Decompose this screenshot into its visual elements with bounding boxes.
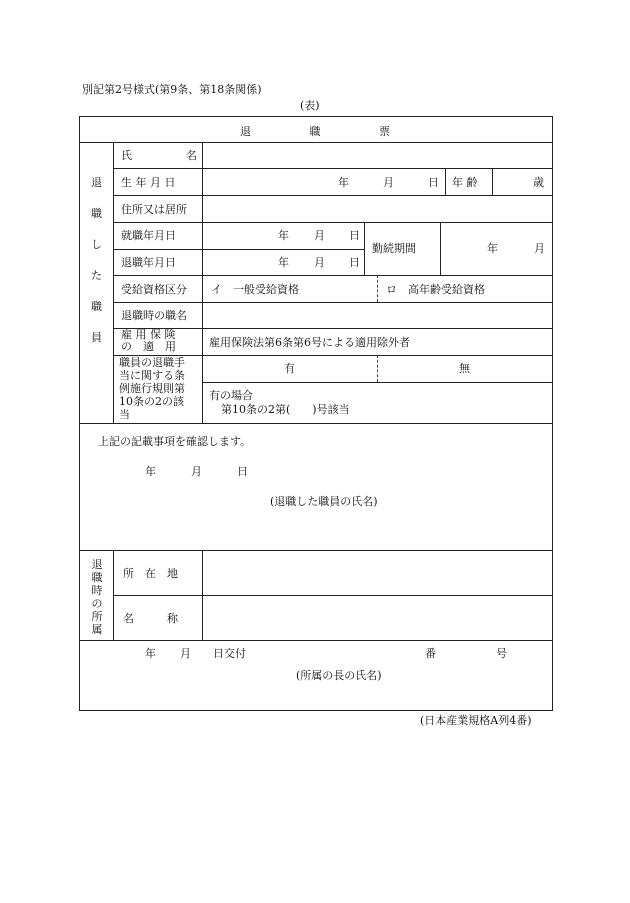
insurance-value: 雇用保険法第6条第6号による適用除外者 [209, 336, 410, 349]
age-unit: 歳 [533, 176, 544, 189]
insurance-label-line1: 雇 用 保 険 [121, 328, 176, 341]
rule-case-line1: 有の場合 [209, 389, 253, 402]
benefit-option-senior[interactable]: ロ 高年齢受給資格 [386, 283, 485, 296]
column-divider [364, 222, 365, 275]
side-label-char: 退 [91, 176, 102, 189]
dashed-divider [377, 275, 378, 302]
employ-date-label: 就職年月日 [121, 229, 176, 242]
form-number-title: 別記第2号様式(第9条、第18条関係) [82, 83, 262, 96]
column-divider [113, 550, 114, 640]
confirm-month-unit: 月 [191, 465, 202, 478]
retire-month-unit: 月 [314, 256, 325, 269]
rule-label-line: 職員の退職手 [119, 356, 185, 369]
issue-date-label: 日交付 [213, 647, 246, 660]
address-field[interactable] [203, 196, 551, 222]
affiliation-name-field[interactable] [203, 596, 551, 640]
rule-label-line: 例施行規則第 [119, 382, 185, 395]
location-field[interactable] [203, 551, 551, 595]
rule-label [119, 356, 185, 421]
employ-day-unit: 日 [349, 229, 360, 242]
insurance-label-line2: の 適 用 [121, 340, 176, 353]
position-label: 退職時の職名 [121, 309, 187, 322]
rule-no-option[interactable]: 無 [459, 362, 470, 375]
side-label-char: 職 [91, 300, 102, 313]
affiliation-side-char: 所 [91, 610, 103, 623]
name-label-1: 氏 [121, 149, 132, 162]
retire-year-unit: 年 [278, 256, 289, 269]
name-field[interactable] [203, 143, 551, 168]
dashed-divider [377, 355, 378, 382]
service-period-label: 勤続期間 [372, 242, 416, 255]
side-label-char: 員 [91, 331, 102, 344]
column-divider [445, 168, 446, 195]
form-title [240, 123, 390, 139]
retire-date-label: 退職年月日 [121, 256, 176, 269]
employee-signature-label: (退職した職員の氏名) [270, 495, 378, 508]
paper-standard-note: (日本産業規格A列4番) [420, 714, 532, 727]
row-divider [113, 168, 552, 169]
rule-label-line: 当に関する条 [119, 369, 185, 382]
form-title-char: 退 [240, 125, 251, 138]
row-divider [113, 328, 552, 329]
confirm-text: 上記の記載事項を確認します。 [98, 435, 252, 448]
column-divider [492, 168, 493, 195]
benefit-category-label: 受給資格区分 [121, 283, 187, 296]
affiliation-side-char: 退 [91, 558, 103, 571]
rule-case-line2: 第10条の2第( )号該当 [221, 403, 350, 416]
issue-year-unit: 年 [145, 647, 156, 660]
age-label: 年 齢 [452, 176, 478, 189]
address-label: 住所又は居所 [121, 203, 187, 216]
side-label-char: 職 [91, 207, 102, 220]
side-label: (表) [300, 99, 320, 112]
row-divider [113, 249, 364, 250]
employ-month-unit: 月 [314, 229, 325, 242]
side-label-char: し [91, 238, 102, 251]
confirm-day-unit: 日 [237, 465, 248, 478]
birth-day-unit: 日 [428, 176, 439, 189]
birth-month-unit: 月 [383, 176, 394, 189]
form-title-char: 票 [379, 125, 390, 138]
service-year-unit: 年 [487, 242, 498, 255]
affiliation-side-char: 時 [91, 584, 103, 597]
benefit-option-general[interactable]: イ 一般受給資格 [211, 283, 299, 296]
issue-number-label: 番 [425, 647, 436, 660]
affiliation-side-char: 属 [91, 623, 103, 636]
retire-day-unit: 日 [349, 256, 360, 269]
rule-yes-option[interactable]: 有 [284, 362, 295, 375]
row-divider [80, 423, 552, 424]
name-label-2: 名 [186, 149, 197, 162]
row-divider [80, 640, 552, 641]
column-divider [440, 222, 441, 275]
birth-date-label: 生 年 月 日 [121, 176, 176, 189]
service-month-unit: 月 [534, 242, 545, 255]
affiliation-side-char: の [91, 597, 103, 610]
row-divider [113, 222, 552, 223]
affiliation-name-label: 名 称 [123, 612, 178, 625]
birth-year-unit: 年 [338, 176, 349, 189]
side-label-char: た [91, 269, 102, 282]
issue-number-unit: 号 [496, 647, 507, 660]
position-field[interactable] [203, 303, 551, 328]
retired-employee-side-label [91, 176, 103, 362]
employ-year-unit: 年 [278, 229, 289, 242]
head-signature-label: (所属の長の氏名) [296, 669, 382, 682]
issue-month-unit: 月 [180, 647, 191, 660]
confirm-year-unit: 年 [145, 465, 156, 478]
rule-label-line: 10条の2の該 [119, 395, 184, 408]
column-divider [113, 142, 114, 423]
affiliation-side-label [90, 558, 104, 636]
rule-label-line: 当 [119, 408, 130, 421]
column-divider [202, 142, 203, 423]
row-divider [113, 275, 552, 276]
row-divider [202, 382, 552, 383]
form-title-char: 職 [309, 125, 321, 138]
location-label: 所 在 地 [123, 567, 178, 580]
affiliation-side-char: 職 [91, 571, 103, 584]
